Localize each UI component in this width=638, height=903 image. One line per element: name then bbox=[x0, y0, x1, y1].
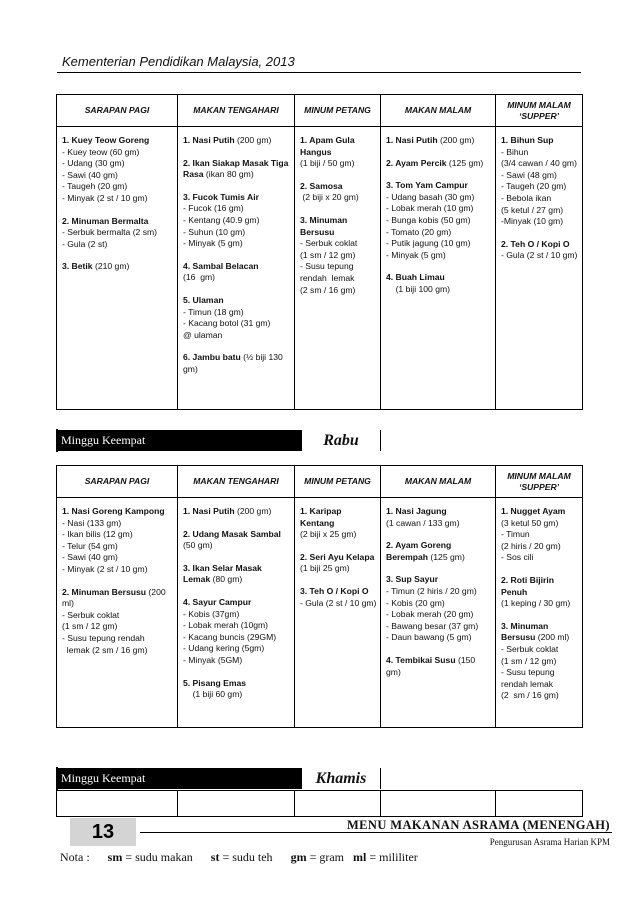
legend-abbr: st bbox=[210, 850, 220, 864]
menu-item-ingredient: - Sawi (40 gm) bbox=[62, 169, 118, 180]
menu-item-title: 5. Pisang Emas bbox=[183, 677, 247, 688]
menu-item-ingredient: - Taugeh (20 gm) bbox=[501, 181, 567, 192]
menu-item-title: 3. Fucok Tumis Air bbox=[183, 191, 259, 202]
menu-item-title: 2. Minuman Bersusu bbox=[62, 586, 147, 597]
col-header-malam: MAKAN MALAM bbox=[381, 466, 496, 498]
menu-item-ingredient: - Gula (2 st / 10 gm) bbox=[300, 597, 377, 608]
week-label: Minggu Keempat bbox=[57, 768, 301, 789]
menu-item-ingredient: - Serbuk bermalta (2 sm) bbox=[62, 227, 158, 238]
col-header-petang: MINUM PETANG bbox=[295, 466, 381, 498]
menu-item bbox=[386, 158, 492, 170]
legend-label: Nota : bbox=[60, 850, 90, 864]
menu-cell bbox=[496, 498, 583, 728]
menu-item bbox=[386, 135, 492, 147]
legend-text: = mililiter bbox=[366, 850, 418, 864]
menu-item-ingredient: - Kobis (37gm) bbox=[183, 608, 240, 619]
menu-cell bbox=[57, 127, 178, 410]
menu-item bbox=[386, 272, 492, 295]
menu-item-ingredient: (1 biji / 50 gm) bbox=[300, 158, 355, 169]
menu-item-title: 1. Bihun Sup bbox=[501, 135, 554, 145]
menu-item bbox=[386, 655, 492, 678]
menu-item bbox=[386, 540, 492, 563]
menu-item-ingredient: (3/4 cawan / 40 gm) bbox=[501, 158, 577, 169]
menu-item-ingredient: - Minyak (5 gm) bbox=[386, 249, 446, 260]
menu-item-title: 2. Roti Bijirin Penuh bbox=[501, 574, 554, 597]
menu-item-title: 3. Teh O / Kopi O bbox=[300, 585, 369, 596]
menu-item-ingredient: - Udang basah (30 gm) bbox=[386, 191, 475, 202]
menu-item-title: 2. Ikan Siakap Masak Tiga Rasa bbox=[183, 157, 289, 180]
menu-item-ingredient: - Suhun (10 gm) bbox=[183, 226, 246, 237]
menu-item bbox=[183, 563, 291, 586]
menu-item bbox=[300, 506, 377, 541]
menu-item-portion: (210 gm) bbox=[92, 261, 130, 272]
menu-item-ingredient: (2 sm / 16 gm) bbox=[501, 690, 559, 701]
menu-item bbox=[501, 575, 579, 610]
menu-item-title: 4. Tembikai Susu bbox=[386, 654, 456, 665]
menu-item-ingredient: - Lobak merah (20 gm) bbox=[386, 609, 474, 620]
menu-item-ingredient: - Gula (2 st / 10 gm) bbox=[501, 250, 578, 261]
menu-item-ingredient: - Timun (18 gm) bbox=[183, 306, 244, 317]
menu-item-ingredient: (1 sm / 12 gm) bbox=[501, 655, 557, 666]
menu-item-portion: (200 gm) bbox=[234, 506, 272, 516]
menu-item-ingredient: - Bebola ikan bbox=[501, 192, 552, 203]
menu-item-ingredient: - Kuey teow (60 gm) bbox=[62, 146, 140, 157]
menu-item-title: 4. Sambal Belacan bbox=[183, 260, 259, 271]
menu-item-ingredient: (1 biji 100 gm) bbox=[386, 283, 451, 294]
menu-item-title: 2. Udang Masak Sambal bbox=[183, 528, 281, 539]
menu-item-title: 2. Ayam Percik bbox=[386, 157, 447, 168]
menu-item bbox=[501, 239, 579, 262]
menu-item bbox=[300, 215, 377, 296]
menu-item-title: 3. Tom Yam Campur bbox=[386, 180, 468, 191]
menu-item-ingredient: (1 sm / 12 gm) bbox=[62, 621, 118, 632]
col-header-sarapan: SARAPAN PAGI bbox=[57, 95, 178, 127]
menu-item-ingredient: - Kobis (20 gm) bbox=[386, 597, 445, 608]
menu-item bbox=[501, 506, 579, 564]
menu-item-title: 1. Kuey Teow Goreng bbox=[62, 135, 150, 145]
menu-item-title: 1. Nasi Putih bbox=[183, 506, 235, 516]
menu-item-ingredient: - Minyak (5 gm) bbox=[183, 238, 243, 249]
menu-item bbox=[183, 295, 291, 341]
menu-item bbox=[62, 506, 174, 576]
day-label-khamis: Khamis bbox=[301, 768, 381, 789]
menu-item-ingredient: - Serbuk coklat bbox=[300, 238, 358, 249]
menu-item-ingredient: - Udang kering (5gm) bbox=[183, 643, 265, 654]
col-header-supper: MINUM MALAM ‘SUPPER’ bbox=[496, 466, 583, 498]
menu-item bbox=[501, 621, 579, 702]
menu-item-title: 1. Nasi Putih bbox=[386, 135, 438, 145]
footer-title: MENU MAKANAN ASRAMA (MENENGAH) bbox=[346, 818, 610, 832]
menu-table-rabu bbox=[56, 465, 583, 728]
table-header-row bbox=[57, 466, 583, 498]
menu-item-title: 2. Teh O / Kopi O bbox=[501, 238, 570, 249]
menu-item-ingredient: (1 sm / 12 gm) bbox=[300, 249, 356, 260]
menu-item-ingredient: - Susu tepung bbox=[501, 667, 555, 678]
menu-item-ingredient: (2 sm / 16 gm) bbox=[300, 284, 356, 295]
menu-item-ingredient: - Telur (54 gm) bbox=[62, 540, 118, 551]
menu-item-ingredient: (1 biji 25 gm) bbox=[300, 563, 350, 574]
menu-item-ingredient: - Sawi (48 gm) bbox=[501, 169, 557, 180]
legend-text: = sudu makan bbox=[122, 850, 193, 864]
col-header-malam: MAKAN MALAM bbox=[381, 95, 496, 127]
menu-item-title: 5. Ulaman bbox=[183, 294, 224, 305]
menu-item-ingredient: - Kacang buncis (29GM) bbox=[183, 631, 277, 642]
menu-item-title: 3. Minuman Bersusu bbox=[501, 620, 549, 643]
menu-item-ingredient: - Tomato (20 gm) bbox=[386, 226, 452, 237]
footer-subtitle: Pengurusan Asrama Harian KPM bbox=[489, 837, 610, 847]
menu-item-ingredient: (1 cawan / 133 gm) bbox=[386, 517, 460, 528]
menu-item-ingredient: - Gula (2 st) bbox=[62, 238, 108, 249]
menu-item-ingredient: - Kentang (40.9 gm) bbox=[183, 214, 260, 225]
menu-item bbox=[183, 506, 291, 518]
table-row bbox=[57, 498, 583, 728]
menu-item bbox=[386, 506, 492, 529]
menu-item-ingredient: - Lobak merah (10 gm) bbox=[386, 203, 474, 214]
menu-item-title: 1. Nasi Goreng Kampong bbox=[62, 506, 165, 516]
table-row bbox=[57, 791, 583, 817]
menu-item bbox=[183, 135, 291, 147]
menu-item-portion: (125 gm) bbox=[428, 551, 465, 562]
menu-item-ingredient: - Serbuk coklat bbox=[62, 609, 120, 620]
menu-item bbox=[501, 135, 579, 228]
menu-item bbox=[183, 158, 291, 181]
menu-item-portion: (150 gm) bbox=[386, 654, 476, 677]
page-header: Kementerian Pendidikan Malaysia, 2013 bbox=[62, 54, 295, 69]
menu-item-portion: (200 ml) bbox=[62, 586, 166, 609]
menu-item-ingredient: - Minyak (5GM) bbox=[183, 654, 243, 665]
menu-item bbox=[183, 597, 291, 667]
day-label-rabu: Rabu bbox=[301, 430, 381, 451]
menu-item-title: 2. Ayam Goreng Berempah bbox=[386, 540, 452, 562]
menu-item-ingredient: - Putik jagung (10 gm) bbox=[386, 238, 471, 249]
menu-table-day1 bbox=[56, 94, 583, 410]
empty-cell bbox=[295, 791, 381, 817]
menu-item-ingredient: @ ulaman bbox=[183, 329, 223, 340]
legend-abbr: ml bbox=[353, 850, 367, 864]
menu-item-title: 4. Buah Limau bbox=[386, 272, 445, 283]
menu-item-portion: (½ biji 130 gm) bbox=[183, 352, 283, 374]
menu-item-title: 3. Sup Sayur bbox=[386, 574, 439, 585]
menu-cell bbox=[178, 498, 295, 728]
menu-item bbox=[300, 552, 377, 575]
menu-item-ingredient: rendah lemak bbox=[300, 272, 355, 283]
menu-item-portion: (200 gm) bbox=[234, 135, 272, 145]
menu-item-title: 4. Sayur Campur bbox=[183, 596, 252, 607]
week-day-bar-khamis bbox=[56, 767, 367, 790]
menu-item-title: 1. Nasi Putih bbox=[183, 135, 235, 145]
menu-item-ingredient: (2 hiris / 20 gm) bbox=[501, 540, 561, 551]
menu-item-ingredient: - Bawang besar (37 gm) bbox=[386, 620, 479, 631]
menu-item-ingredient: - Daun bawang (5 gm) bbox=[386, 632, 472, 643]
menu-item-title: 3. Ikan Selar Masak Lemak bbox=[183, 562, 262, 585]
menu-item-title: 3. Betik bbox=[62, 261, 93, 272]
menu-item-ingredient: - Sos cili bbox=[501, 552, 534, 563]
legend-note bbox=[60, 850, 418, 865]
menu-item-ingredient: rendah lemak bbox=[501, 678, 554, 689]
menu-item bbox=[386, 180, 492, 261]
col-header-sarapan: SARAPAN PAGI bbox=[57, 466, 178, 498]
menu-item-ingredient: - Serbuk coklat bbox=[501, 643, 559, 654]
menu-cell bbox=[57, 498, 178, 728]
menu-cell bbox=[295, 127, 381, 410]
menu-cell bbox=[295, 498, 381, 728]
menu-item-title: 1. Nasi Jagung bbox=[386, 506, 447, 516]
menu-item-portion: (200 ml) bbox=[535, 632, 570, 643]
menu-cell bbox=[381, 498, 496, 728]
empty-cell bbox=[496, 791, 583, 817]
menu-item-portion: (200 gm) bbox=[437, 135, 475, 145]
header-divider bbox=[57, 72, 581, 73]
menu-item-title: 3. Minuman Bersusu bbox=[300, 214, 348, 237]
menu-item-ingredient: (1 keping / 30 gm) bbox=[501, 598, 571, 609]
table-header-row bbox=[57, 95, 583, 127]
menu-cell bbox=[178, 127, 295, 410]
legend-abbr: gm bbox=[290, 850, 307, 864]
menu-item-ingredient: - Fucok (16 gm) bbox=[183, 203, 244, 214]
menu-item-portion: (80 gm) bbox=[210, 574, 243, 585]
menu-item-title: 2. Minuman Bermalta bbox=[62, 215, 149, 226]
menu-item bbox=[183, 678, 291, 701]
menu-item-ingredient: lemak (2 sm / 16 gm) bbox=[62, 644, 148, 655]
menu-item-ingredient: (50 gm) bbox=[183, 540, 213, 551]
menu-item-ingredient: (2 biji x 20 gm) bbox=[300, 192, 359, 203]
menu-item-ingredient: - Lobak merah (10gm) bbox=[183, 620, 269, 631]
menu-item-portion: (125 gm) bbox=[446, 157, 484, 168]
menu-item bbox=[183, 352, 291, 375]
menu-item bbox=[62, 261, 174, 273]
col-header-tengahari: MAKAN TENGAHARI bbox=[178, 95, 295, 127]
menu-item bbox=[386, 574, 492, 644]
menu-item bbox=[62, 135, 174, 205]
menu-item-ingredient: - Minyak (2 st / 10 gm) bbox=[62, 192, 148, 203]
menu-item-title: 2. Seri Ayu Kelapa bbox=[300, 551, 375, 562]
page-number: 13 bbox=[70, 818, 136, 846]
menu-item-ingredient: - Susu tepung bbox=[300, 261, 354, 272]
week-day-bar-rabu bbox=[56, 429, 359, 452]
menu-item-ingredient: - Bunga kobis (50 gm) bbox=[386, 214, 471, 225]
menu-item-ingredient: - Sawi (40 gm) bbox=[62, 552, 118, 563]
menu-item bbox=[300, 586, 377, 609]
table-row bbox=[57, 127, 583, 410]
menu-item-ingredient: (16 gm) bbox=[183, 272, 215, 283]
menu-item-ingredient: - Timun bbox=[501, 529, 530, 540]
menu-item-ingredient: - Susu tepung rendah bbox=[62, 632, 145, 643]
menu-item-title: 6. Jambu batu bbox=[183, 352, 241, 363]
menu-item-ingredient: - Minyak (2 st / 10 gm) bbox=[62, 563, 148, 574]
menu-item bbox=[62, 216, 174, 251]
menu-item-ingredient: - Taugeh (20 gm) bbox=[62, 181, 128, 192]
week-label: Minggu Keempat bbox=[57, 430, 301, 451]
menu-item-ingredient: - Nasi (133 gm) bbox=[62, 517, 122, 528]
menu-item-ingredient: (3 ketul 50 gm) bbox=[501, 517, 559, 528]
col-header-petang: MINUM PETANG bbox=[295, 95, 381, 127]
legend-text: = sudu teh bbox=[219, 850, 273, 864]
menu-item-title: 1. Karipap Kentang bbox=[300, 506, 342, 528]
col-header-tengahari: MAKAN TENGAHARI bbox=[178, 466, 295, 498]
menu-item bbox=[183, 192, 291, 250]
menu-cell bbox=[381, 127, 496, 410]
menu-item bbox=[183, 529, 291, 552]
menu-item-ingredient: - Ikan bilis (12 gm) bbox=[62, 529, 133, 540]
menu-item bbox=[183, 261, 291, 284]
menu-item-title: 1. Apam Gula Hangus bbox=[300, 135, 355, 157]
menu-table-khamis-empty bbox=[56, 790, 583, 817]
col-header-supper: MINUM MALAM ‘SUPPER’ bbox=[496, 95, 583, 127]
menu-item-ingredient: (2 biji x 25 gm) bbox=[300, 529, 357, 540]
menu-item bbox=[300, 135, 377, 170]
empty-cell bbox=[178, 791, 295, 817]
menu-item-ingredient: - Timun (2 hiris / 20 gm) bbox=[386, 585, 477, 596]
menu-item-ingredient: - Udang (30 gm) bbox=[62, 158, 125, 169]
menu-item-ingredient: (5 ketul / 27 gm) bbox=[501, 204, 564, 215]
menu-item-ingredient: -Minyak (10 gm) bbox=[501, 216, 564, 227]
menu-item bbox=[62, 587, 174, 657]
legend-text: = gram bbox=[306, 850, 344, 864]
menu-item-ingredient: - Bihun bbox=[501, 146, 529, 157]
menu-item-ingredient: - Kacang botol (31 gm) bbox=[183, 318, 271, 329]
empty-cell bbox=[57, 791, 178, 817]
menu-item-title: 2. Samosa bbox=[300, 180, 343, 191]
menu-item bbox=[300, 181, 377, 204]
menu-item-portion: (ikan 80 gm) bbox=[203, 169, 254, 180]
empty-cell bbox=[381, 791, 496, 817]
menu-item-ingredient: (1 biji 60 gm) bbox=[183, 689, 243, 700]
menu-item-title: 1. Nugget Ayam bbox=[501, 506, 566, 516]
legend-abbr: sm bbox=[107, 850, 123, 864]
menu-cell bbox=[496, 127, 583, 410]
